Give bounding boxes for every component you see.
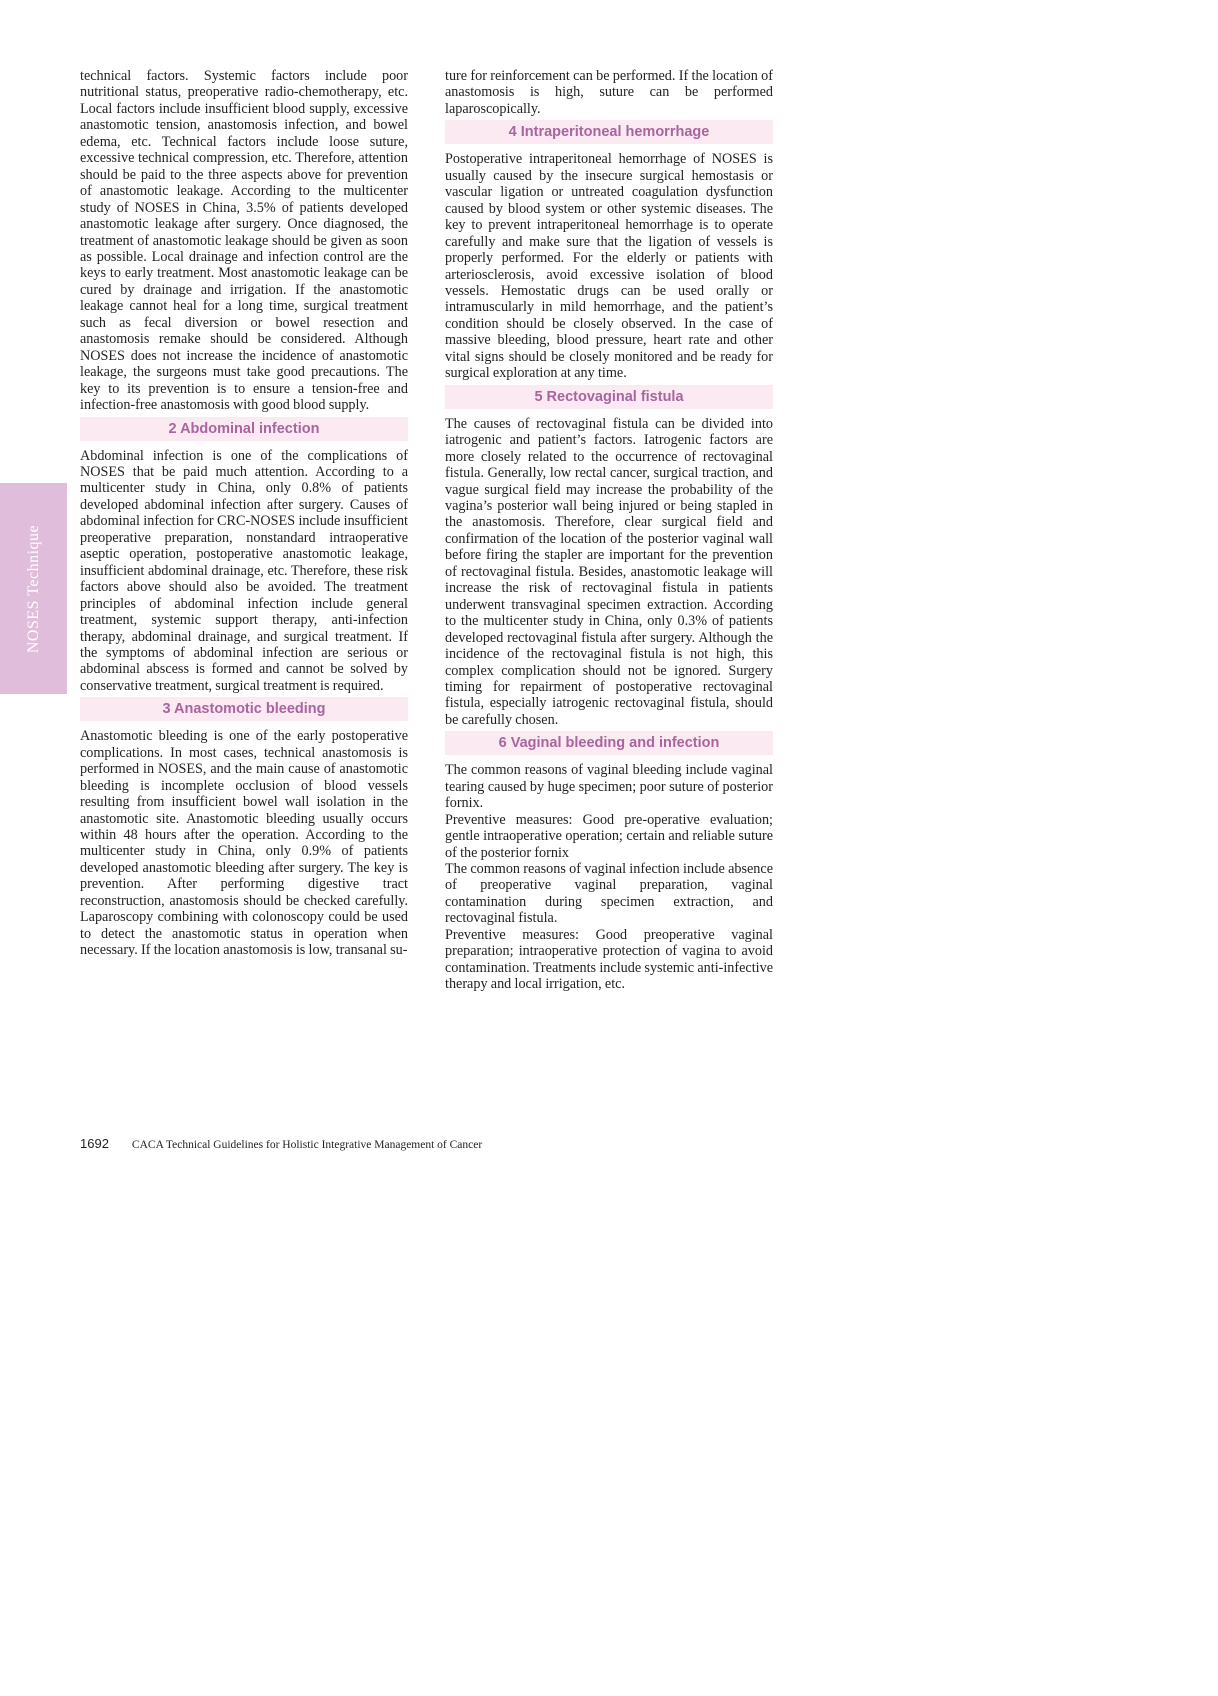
- paragraph-vaginal-bleeding-reasons: The common reasons of vaginal bleeding include vaginal tearing caused by huge specimen; poor suture of posterior fornix.: [445, 762, 773, 812]
- heading-intraperitoneal-hemorrhage: 4 Intraperitoneal hemorrhage: [445, 120, 773, 144]
- heading-rectovaginal-fistula: 5 Rectovaginal fistula: [445, 385, 773, 409]
- side-tab-label: NOSES Technique: [24, 524, 42, 653]
- paragraph-vaginal-bleeding-prevention: Preventive measures: Good pre-operative evaluation; gentle intraoperative operation; certain and reliable suture of the posterior fornix: [445, 811, 773, 861]
- page-number: 1692: [80, 1136, 109, 1151]
- heading-anastomotic-bleeding: 3 Anastomotic bleeding: [80, 697, 408, 721]
- paragraph-rectovaginal-fistula: The causes of rectovaginal fistula can be divided into iatrogenic and patient’s factors. Iatrogenic factors are more closely related to the occurrence of rectovaginal fistula. Generally, low rectal cancer, surgical traction, and vague surgical field may increase the probability of the vagina’s posterior wall being injured or being stapled in the anastomosis. Therefore, clear surgical field and confirmation of the location of the posterior vaginal wall before firing the stapler are important for the prevention of rectovaginal fistula. Besides, anastomotic leakage will increase the risk of rectovaginal fistula in patients underwent transvaginal specimen extraction. According to the multicenter study in China, only 0.3% of patients developed rectovaginal fistula after surgery. Although the incidence of the rectovaginal fistula is not high, this complex complication should not be ignored. Surgery timing for repairment of postoperative rectovaginal fistula, especially iatrogenic rectovaginal fistula, should be carefully chosen.: [445, 415, 773, 728]
- left-column: [80, 68, 408, 959]
- paragraph-intraperitoneal-hemorrhage: Postoperative intraperitoneal hemorrhage of NOSES is usually caused by the insecure surgical hemostasis or vascular ligation or untreated coagulation dysfunction caused by blood system or other systemic diseases. The key to prevent intraperitoneal hemorrhage is to operate carefully and make sure that the ligation of vessels is properly performed. For the elderly or patients with arteriosclerosis, avoid excessive isolation of blood vessels. Hemostatic drugs can be used orally or intramuscularly in mild hemorrhage, and the patient’s condition should be closely observed. In the case of massive bleeding, blood pressure, heart rate and other vital signs should be closely monitored and be ready for surgical exploration at any time.: [445, 151, 773, 382]
- paragraph-vaginal-infection-reasons: The common reasons of vaginal infection include absence of preoperative vaginal preparation, vaginal contamination during specimen extraction, and rectovaginal fistula.: [445, 861, 773, 927]
- side-tab: [0, 483, 67, 694]
- right-column: [445, 68, 773, 993]
- paragraph-anastomotic-bleeding: Anastomotic bleeding is one of the early postoperative complications. In most cases, technical anastomosis is performed in NOSES, and the main cause of anastomotic bleeding is incomplete occlusion of blood vessels resulting from insufficient bowel wall isolation in the anastomotic site. Anastomotic bleeding usually occurs within 48 hours after the operation. According to the multicenter study in China, only 0.9% of patients developed anastomotic bleeding after surgery. The key is prevention. After performing digestive tract reconstruction, anastomosis should be checked carefully. Laparoscopy combining with colonoscopy could be used to detect the anastomotic status in operation when necessary. If the location anastomosis is low, transanal su-: [80, 728, 408, 959]
- paragraph-leakage: technical factors. Systemic factors include poor nutritional status, preoperative radio-chemotherapy, etc. Local factors include insufficient blood supply, excessive anastomotic tension, anastomosis infection, and bowel edema, etc. Technical factors include loose suture, excessive technical compression, etc. Therefore, attention should be paid to the three aspects above for prevention of anastomotic leakage. According to the multicenter study of NOSES in China, 3.5% of patients developed anastomotic leakage after surgery. Once diagnosed, the treatment of anastomotic leakage should be given as soon as possible. Local drainage and infection control are the keys to early treatment. Most anastomotic leakage can be cured by drainage and irrigation. If the anastomotic leakage cannot heal for a long time, surgical treatment such as fecal diversion or bowel resection and anastomosis remake should be considered. Although NOSES does not increase the incidence of anastomotic leakage, the surgeons must take good precautions. The key to its prevention is to ensure a tension-free and infection-free anastomosis with good blood supply.: [80, 68, 408, 414]
- paragraph-abdominal-infection: Abdominal infection is one of the complications of NOSES that be paid much attention. According to a multicenter study in China, only 0.8% of patients developed abdominal infection after surgery. Causes of abdominal infection for CRC-NOSES include insufficient preoperative preparation, nonstandard intraoperative aseptic operation, postoperative anastomotic leakage, insufficient abdominal drainage, etc. Therefore, these risk factors above should also be avoided. The treatment principles of abdominal infection include general treatment, systemic support therapy, anti-infection therapy, abdominal drainage, and surgical treatment. If the symptoms of abdominal infection are serious or abdominal abscess is formed and cannot be solved by conservative treatment, surgical treatment is required.: [80, 447, 408, 694]
- journal-title: CACA Technical Guidelines for Holistic Integrative Management of Cancer: [131, 1139, 483, 1151]
- heading-abdominal-infection: 2 Abdominal infection: [80, 417, 408, 441]
- heading-vaginal-bleeding-infection: 6 Vaginal bleeding and infection: [445, 731, 773, 755]
- paragraph-bleeding-continued: ture for reinforcement can be performed. If the location of anastomosis is high, suture can be performed laparoscopically.: [445, 68, 773, 117]
- page-footer: [80, 1136, 482, 1152]
- paragraph-vaginal-infection-prevention: Preventive measures: Good preoperative vaginal preparation; intraoperative protection of vagina to avoid contamination. Treatments include systemic anti-infective therapy and local irrigation, etc.: [445, 926, 773, 993]
